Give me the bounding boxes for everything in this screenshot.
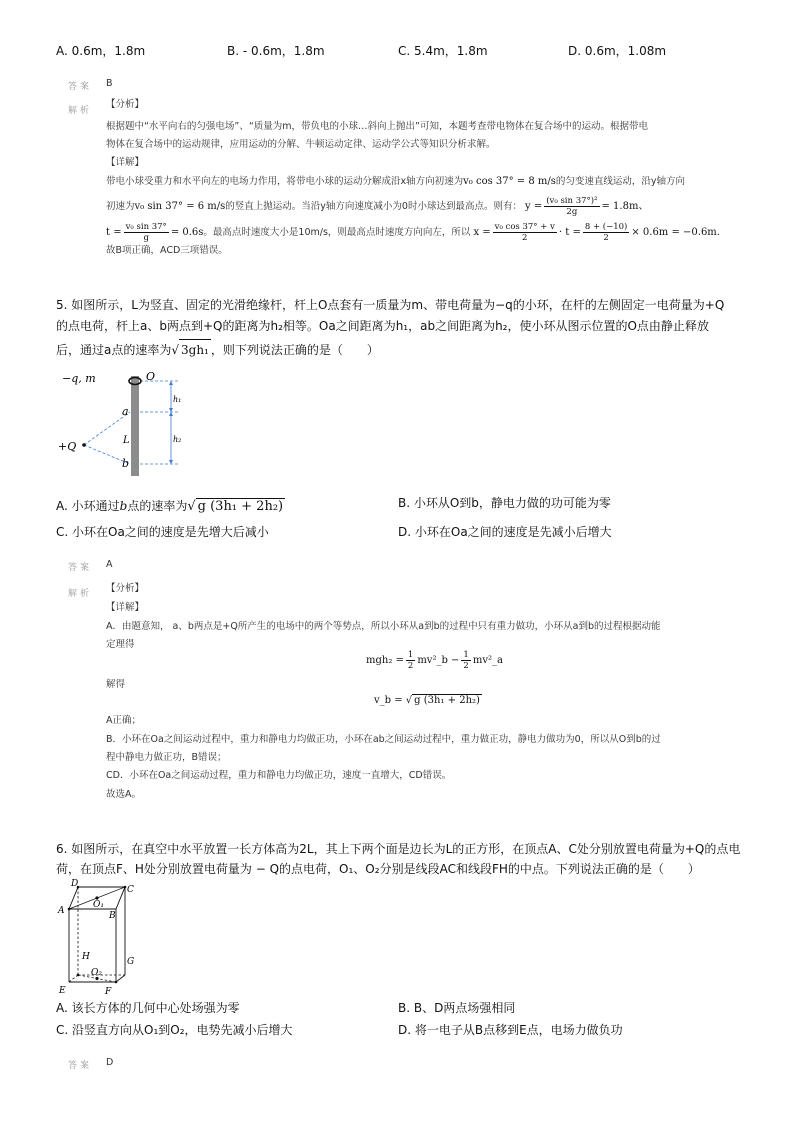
q4-analysis-tag: 解析 (68, 106, 93, 116)
q6-stem-line-1: 6. 如图所示，在真空中水平放置一长方体高为2L，其上下两个面是边长为L的正方形，在顶点A、C处分别放置电荷量为+Q的点电 (56, 842, 741, 856)
q5-option-b: B. 小环从O到b，静电力做的功可能为零 (398, 496, 611, 510)
q4-option-c: C. 5.4m，1.8m (398, 44, 488, 58)
q6-stem-line-2: 荷，在顶点F、H处分别放置电荷量为 − Q的点电荷，O₁、O₂分别是线段AC和线段FH的中点。下列说法正确的是（ ） (56, 862, 700, 876)
q5-detail-line-4: A正确； (106, 715, 141, 726)
q6-label-B: B (109, 911, 116, 921)
q6-label-G: G (127, 957, 135, 967)
q4-option-b: B. - 0.6m，1.8m (227, 44, 325, 58)
q5-stem-line-3: 后，通过a点的速率为√ 3gh₁ ，则下列说法正确的是（ ） (56, 339, 379, 361)
q5-detail-line-5: B．小环在Oa之间运动过程中，重力和静电力均做正功，小环在ab之间运动过程中，重力做正功，静电力做功为0，所以从O到b的过 (106, 734, 661, 745)
q4-answer: B (106, 78, 113, 89)
q4-formula-vx: v₀ cos 37° = 8 m/s (463, 176, 556, 187)
q5-rod (131, 376, 139, 476)
q4-fenxi-line-2: 物体在复合场中的运动规律，应用运动的分解、牛顿运动定律、运动学公式等知识分析求解。 (106, 139, 496, 150)
q5-answer-tag: 答案 (68, 563, 93, 573)
q6-option-a: A. 该长方体的几何中心处场强为零 (56, 1001, 240, 1015)
q4-detail-line-3: t = $\frac{\text{v₀ sin 37°}}{g}$ = 0.6s。最高点时速度大小是10m/s，则最高点时速度方向向左，所以 x = $\frac{\text{v₀ cos 37° + v}}{2}$ · t = $\frac{8 + (-10)}{2}$ × 0.6m = −0.6m. (106, 222, 720, 243)
q5-option-d: D. 小环在Oa之间的速度是先减小后增大 (398, 525, 612, 539)
q4-fenxi-line-1: 根据题中“水平向右的匀强电场”、“质量为m，带负电的小球…斜向上抛出”可知，本题考查带电物体在复合场中的运动。根据带电 (106, 121, 648, 132)
q6-figure (56, 878, 146, 998)
q6-label-E: E (59, 986, 66, 996)
q6-answer: D (106, 1057, 114, 1068)
q5-detail-line-1: A．由题意知， a、b两点是+Q所产生的电场中的两个等势点，所以小环从a到b的过程中只有重力做功，小环从a到b的过程根据动能 (106, 621, 661, 632)
q5-stem-line-2: 的点电荷，杆上a、b两点到+Q的距离为h₂相等。Oa之间距离为h₁，ab之间距离为h₂，使小环从图示位置的O点由静止释放 (56, 319, 709, 333)
q4-option-a: A. 0.6m，1.8m (56, 44, 146, 58)
q6-label-O1: O₁ (93, 900, 104, 910)
q5-label-h2: h₂ (173, 435, 182, 444)
q5-charge-point (82, 443, 86, 447)
q4-fenxi-header: 【分析】 (106, 99, 145, 110)
q6-label-H: H (82, 952, 90, 962)
q4-option-d: D. 0.6m，1.08m (568, 44, 667, 58)
q5-detail-line-2: 定理得 (106, 639, 135, 650)
q4-detail-line-1: 带电小球受重力和水平向左的电场力作用，将带电小球的运动分解成沿x轴方向初速为v₀ cos 37° = 8 m/s的匀变速直线运动，沿y轴方向 (106, 176, 686, 187)
q5-xiangjie-header: 【详解】 (106, 602, 145, 613)
q4-detail-line-4: 故B项正确，ACD三项错误。 (106, 245, 228, 256)
q5-label-ring: −q, m (62, 372, 96, 385)
q6-label-C: C (127, 885, 134, 895)
q5-label-L: L (123, 435, 130, 446)
q5-equation-vb: v_b = √ g (3h₁ + 2h₂) (374, 695, 480, 706)
q5-stem-line-1: 5. 如图所示，L为竖直、固定的光滑绝缘杆，杆上O点套有一质量为m、带电荷量为−q的小环，在杆的左侧固定一电荷量为+Q (56, 298, 725, 312)
q5-label-O: O (146, 370, 156, 383)
q6-option-b: B. B、D两点场强相同 (398, 1001, 516, 1015)
q4-xiangjie-header: 【详解】 (106, 157, 145, 168)
q6-label-A: A (58, 906, 65, 916)
q5-label-a: a (122, 405, 129, 418)
q6-option-c: C. 沿竖直方向从O₁到O₂，电势先减小后增大 (56, 1023, 293, 1037)
q4-answer-tag: 答案 (68, 82, 93, 92)
q5-label-h1: h₁ (173, 395, 182, 404)
q6-label-F: F (105, 987, 112, 997)
q5-label-b: b (122, 457, 130, 470)
q6-label-O2: O₂ (91, 968, 102, 978)
q5-detail-line-6: 程中静电力做正功，B错误； (106, 752, 227, 763)
q5-detail-line-3: 解得 (106, 679, 126, 690)
q6-label-D: D (71, 879, 79, 889)
q5-detail-line-8: 故选A。 (106, 789, 141, 800)
q4-detail-line-2: 初速为v₀ sin 37° = 6 m/s的竖直上抛运动。当沿y轴方向速度减小为0时小球达到最高点。则有： y = $\frac{\text{(v₀ sin 37°)²}}{2g}$ = 1.8m、 (106, 196, 649, 217)
q6-option-d: D. 将一电子从B点移到E点，电场力做负功 (398, 1023, 623, 1037)
q6-answer-tag: 答案 (68, 1061, 93, 1071)
q5-analysis-tag: 解析 (68, 589, 93, 599)
q5-option-a: A. 小环通过b点的速率为√ g (3h₁ + 2h₂) (56, 499, 284, 514)
q5-label-Q: +Q (58, 440, 77, 453)
q5-detail-line-7: CD．小环在Oa之间运动过程，重力和静电力均做正功，速度一直增大，CD错误。 (106, 770, 452, 781)
q5-answer: A (106, 559, 113, 570)
q4-formula-vy: v₀ sin 37° = 6 m/s (134, 201, 226, 212)
q5-option-c: C. 小环在Oa之间的速度是先增大后减小 (56, 525, 269, 539)
q5-equation-energy: mgh₂ = $\frac{1}{2}$ mv²_b − $\frac{1}{2}$ mv²_a (366, 650, 503, 671)
q5-fenxi-header: 【分析】 (106, 583, 145, 594)
q5-figure (58, 368, 198, 488)
